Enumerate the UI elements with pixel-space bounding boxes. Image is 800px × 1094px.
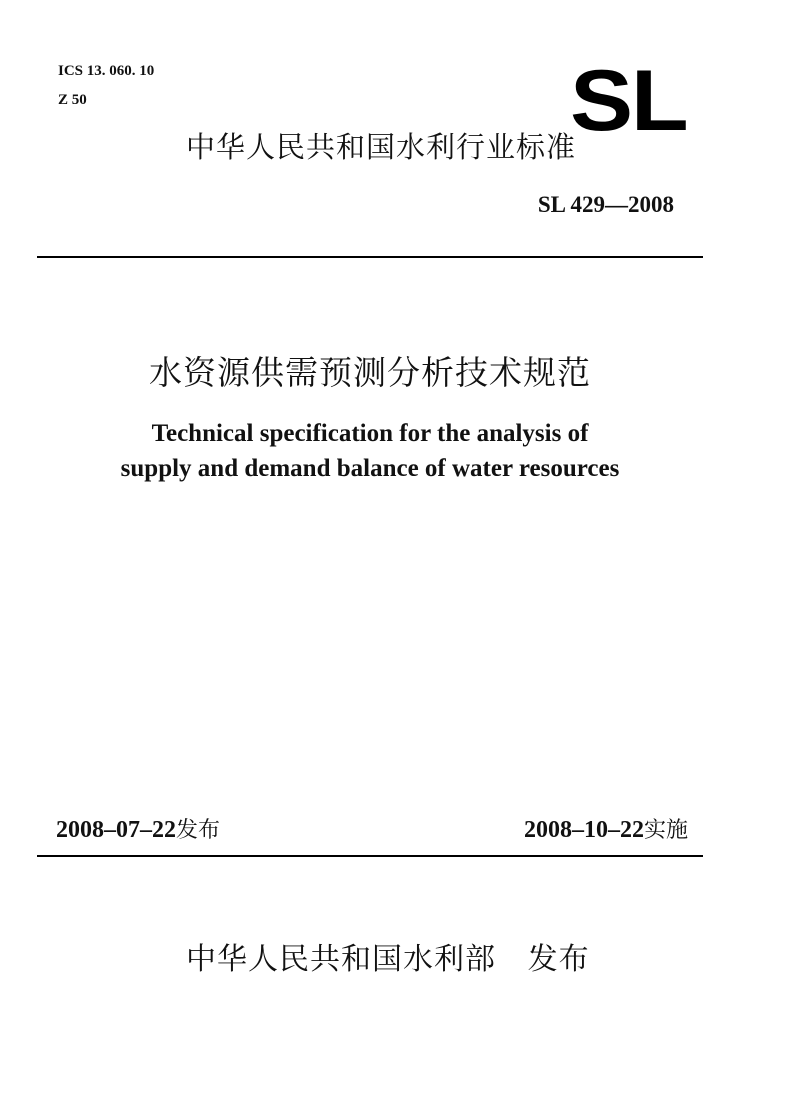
issue-date-block [56, 818, 220, 842]
title-chinese: 水资源供需预测分析技术规范 [149, 353, 591, 392]
implementation-date: 2008–10–22 [523, 817, 644, 843]
title-english-line-1: Technical specification for the analysis of [151, 420, 589, 447]
industry-standard-label: 中华人民共和国水利行业标准 [186, 130, 577, 164]
ics-code: ICS 13. 060. 10 [58, 63, 155, 79]
standard-number: SL 429—2008 [537, 192, 674, 217]
issue-date: 2008–07–22 [56, 817, 176, 843]
issuer: 中华人民共和国水利部 发布 [186, 942, 590, 977]
implementation-label: 实施 [643, 818, 688, 843]
implementation-date-block [524, 818, 688, 842]
sl-logo: SL [570, 53, 687, 149]
bottom-divider [37, 855, 703, 857]
issue-label: 发布 [176, 818, 221, 843]
title-english-line-2: supply and demand balance of water resources [120, 455, 620, 482]
classification-code: Z 50 [58, 92, 87, 108]
top-divider [37, 256, 703, 258]
